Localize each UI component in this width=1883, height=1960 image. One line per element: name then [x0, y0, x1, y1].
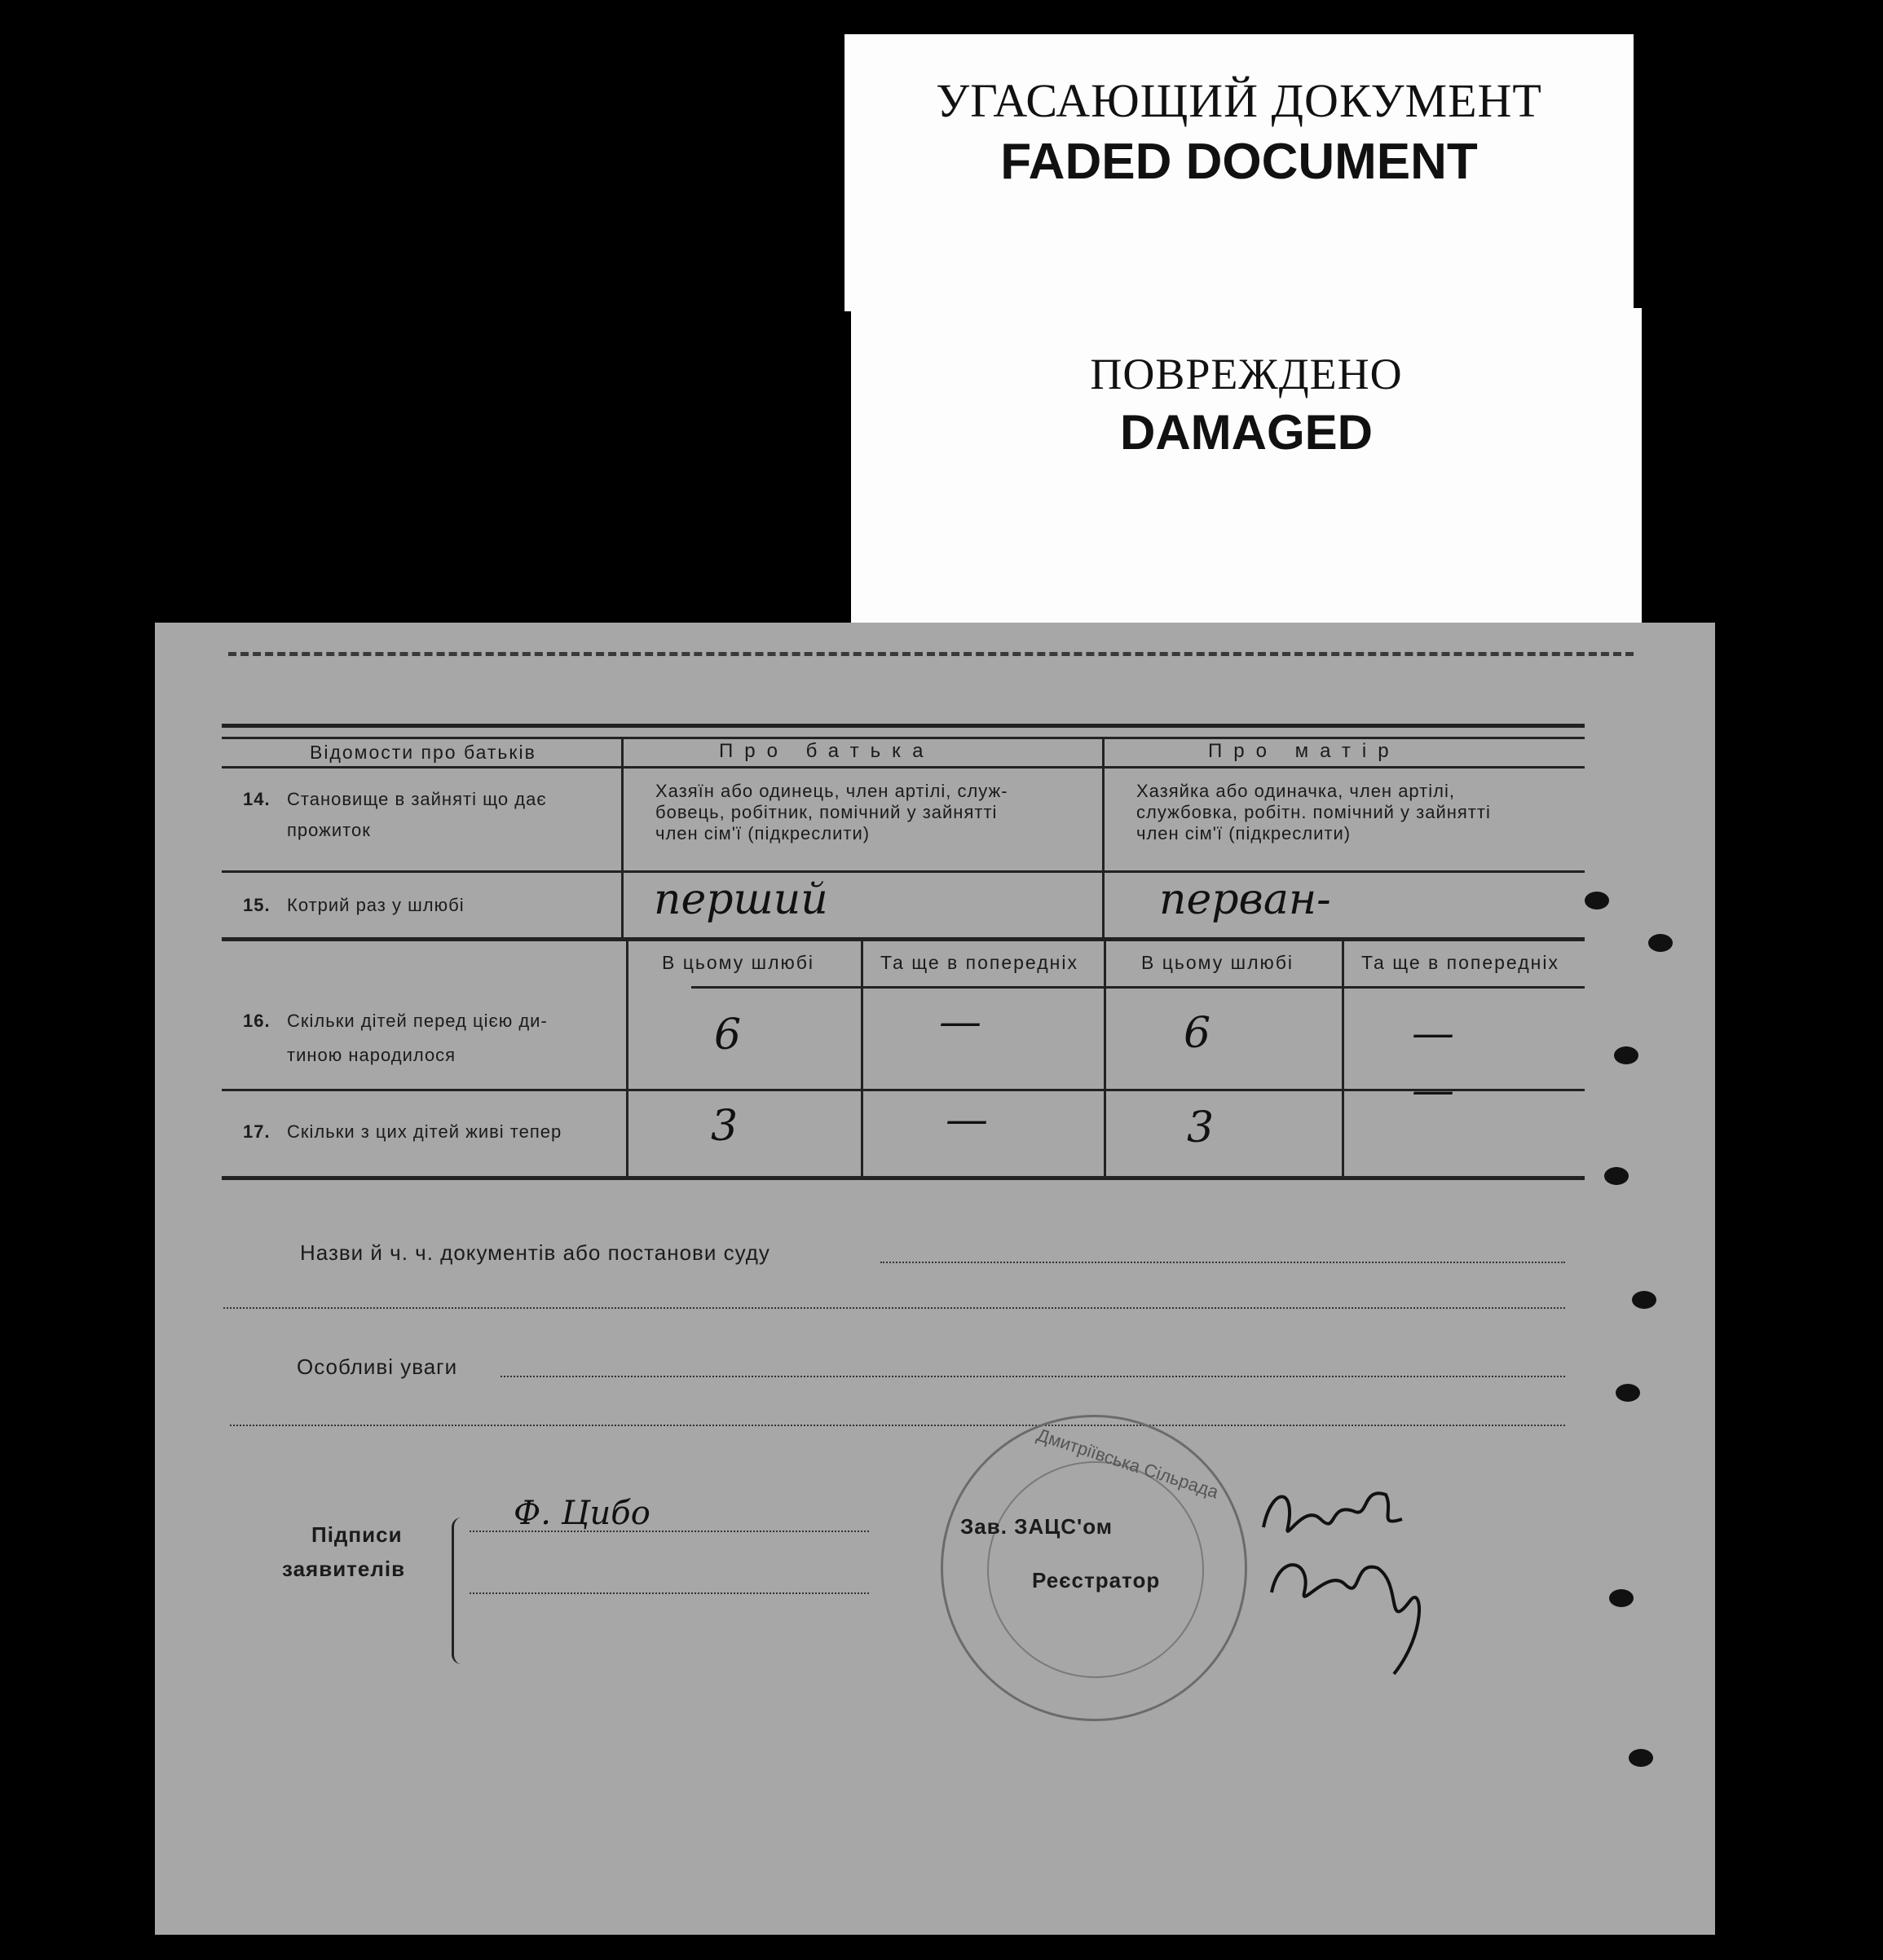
- remarks-line-2: [230, 1425, 1565, 1426]
- remarks-line: [501, 1376, 1565, 1377]
- faded-document-card: [844, 34, 1634, 311]
- punch-hole: [1648, 934, 1673, 952]
- row16-label-line2: тиною народилося: [287, 1045, 456, 1065]
- parents-table: [222, 724, 1585, 1278]
- faded-label-en: FADED DOCUMENT: [1000, 134, 1478, 190]
- damaged-label-ru: ПОВРЕЖДЕНО: [1090, 350, 1403, 399]
- row17-mother-prev: —: [1412, 1066, 1454, 1115]
- punch-hole: [1609, 1589, 1634, 1607]
- subheader-mother-this: В цьому шлюбі: [1141, 952, 1294, 973]
- perforation-line: [228, 652, 1634, 656]
- faded-label-ru: УГАСАЮЩИЙ ДОКУМЕНТ: [936, 74, 1542, 127]
- row17-mother-this: 3: [1187, 1103, 1215, 1152]
- punch-hole: [1632, 1291, 1656, 1309]
- row14-mother-line1: Хазяйка або одиначка, член артілі,: [1136, 781, 1455, 801]
- punch-hole: [1616, 1384, 1640, 1402]
- row16-label-line1: Скільки дітей перед цією ди-: [287, 1011, 548, 1031]
- row14-number: 14.: [243, 789, 271, 809]
- form-sheet: [155, 623, 1715, 1935]
- row16-mother-prev: —: [1412, 1009, 1454, 1058]
- documents-label: Назви й ч. ч. документів або постанови суду: [300, 1240, 770, 1265]
- registrar-label: Реєстратор: [1032, 1568, 1161, 1592]
- stamp-text: Дмитріївська Сільрада: [1034, 1424, 1221, 1503]
- row16-father-prev: —: [939, 998, 981, 1046]
- applicant-signature: Ф. Цибо: [514, 1495, 650, 1532]
- punch-hole: [1614, 1046, 1638, 1064]
- signatures-label-line2: заявителів: [282, 1557, 406, 1581]
- punch-hole: [1604, 1167, 1629, 1185]
- row14-father-line3: член сім'ї (підкреслити): [655, 823, 871, 843]
- damaged-card: [851, 308, 1642, 632]
- signatures-label-line1: Підписи: [311, 1522, 403, 1547]
- punch-hole: [1629, 1749, 1653, 1767]
- signatures-brace: [452, 1517, 469, 1664]
- punch-hole: [1585, 892, 1609, 910]
- row17-father-this: 3: [711, 1102, 739, 1151]
- signature-line-2: [470, 1592, 869, 1594]
- row17-label: Скільки з цих дітей живі тепер: [287, 1121, 562, 1142]
- official-signature-graphic: [1247, 1470, 1459, 1715]
- row17-father-prev: —: [946, 1095, 988, 1144]
- damaged-label-en: DAMAGED: [1120, 405, 1373, 460]
- subheader-mother-previous: Та ще в попередніх: [1361, 952, 1559, 973]
- header-mother: Про матір: [1208, 740, 1400, 762]
- header-parents-info: Відомости про батьків: [310, 742, 536, 763]
- row14-label-line1: Становище в зайняті що дає: [287, 789, 547, 809]
- row15-number: 15.: [243, 895, 271, 915]
- row17-number: 17.: [243, 1121, 271, 1142]
- row15-father-value: перший: [654, 875, 828, 924]
- row16-father-this: 6: [714, 1011, 742, 1059]
- signature-line-1: [470, 1531, 869, 1532]
- row14-father-line1: Хазяїн або одинець, член артілі, служ-: [655, 781, 1008, 801]
- row16-number: 16.: [243, 1011, 271, 1031]
- row15-label: Котрий раз у шлюбі: [287, 895, 465, 915]
- subheader-father-previous: Та ще в попередніх: [880, 952, 1078, 973]
- row14-mother-line2: службовка, робітн. помічний у зайнятті: [1136, 802, 1491, 822]
- head-label: Зав. ЗАЦС'ом: [960, 1514, 1113, 1539]
- header-father: Про батька: [719, 740, 935, 762]
- row14-label-line2: прожиток: [287, 820, 371, 840]
- remarks-label: Особливі уваги: [297, 1354, 458, 1379]
- row16-mother-this: 6: [1184, 1009, 1211, 1058]
- subheader-father-this: В цьому шлюбі: [662, 952, 815, 973]
- row14-mother-line3: член сім'ї (підкреслити): [1136, 823, 1352, 843]
- row14-father-line2: бовець, робітник, помічний у зайнятті: [655, 802, 998, 822]
- documents-line-2: [223, 1307, 1565, 1309]
- row15-mother-value: перван-: [1159, 875, 1331, 924]
- documents-line: [880, 1262, 1565, 1263]
